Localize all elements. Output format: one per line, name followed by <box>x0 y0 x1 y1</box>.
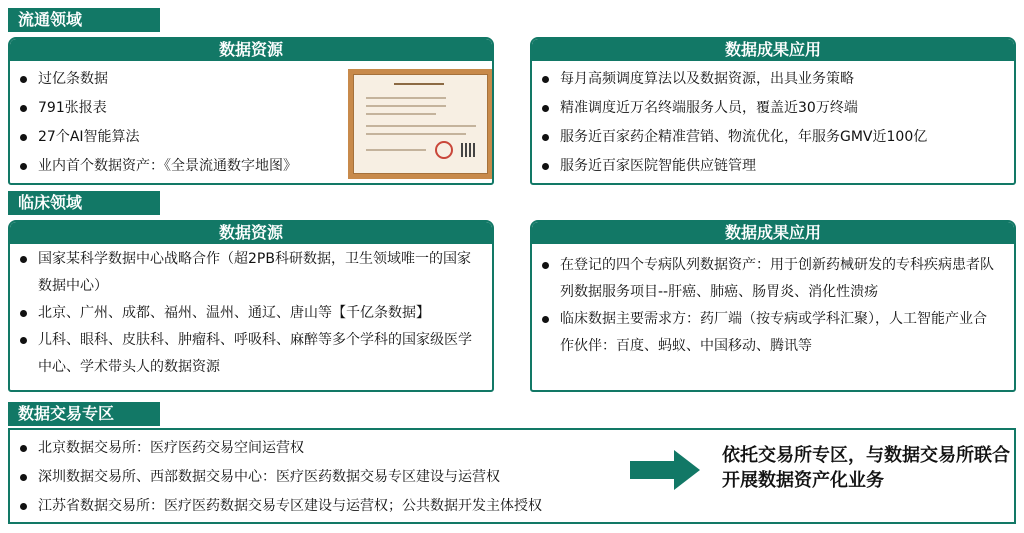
list-item: 服务近百家医院智能供应链管理 <box>532 152 1014 181</box>
list-item: 过亿条数据 <box>10 65 492 94</box>
list-item: 服务近百家药企精准营销、物流优化，年服务GMV近100亿 <box>532 123 1014 152</box>
card-title: 数据资源 <box>10 222 492 244</box>
section-tag-clinical: 临床领域 <box>8 191 160 215</box>
list-item: 国家某科学数据中心战略合作（超2PB科研数据，卫生领域唯一的国家数据中心） <box>10 246 480 300</box>
card-title: 数据成果应用 <box>532 222 1014 244</box>
data-asset-certificate-image <box>348 69 493 179</box>
list-item: 北京、广州、成都、福州、温州、通辽、唐山等【千亿条数据】 <box>10 300 480 327</box>
list-item: 临床数据主要需求方：药厂端（按专病或学科汇聚），人工智能产业合作伙伴：百度、蚂蚁、中国移动、腾讯等 <box>532 306 1000 360</box>
clinical-applications-list <box>532 244 1014 360</box>
list-item: 精准调度近万名终端服务人员，覆盖近30万终端 <box>532 94 1014 123</box>
clinical-resources-card <box>8 220 494 392</box>
list-item: 儿科、眼科、皮肤科、肿瘤科、呼吸科、麻醉等多个学科的国家级医学中心、学术带头人的数据资源 <box>10 327 480 381</box>
exchange-conclusion: 依托交易所专区，与数据交易所联合开展数据资产化业务 <box>722 445 1010 491</box>
seal-icon <box>435 141 453 159</box>
card-title: 数据资源 <box>10 39 492 61</box>
circulation-applications-card <box>530 37 1016 185</box>
list-item: 27个AI智能算法 <box>10 123 492 152</box>
card-title: 数据成果应用 <box>532 39 1014 61</box>
list-item: 深圳数据交易所、西部数据交易中心：医疗医药数据交易专区建设与运营权 <box>10 463 1014 492</box>
section-tag-circulation: 流通领域 <box>8 8 160 32</box>
list-item: 江苏省数据交易所：医疗医药数据交易专区建设与运营权；公共数据开发主体授权 <box>10 492 1014 521</box>
list-item: 北京数据交易所：医疗医药交易空间运营权 <box>10 434 1014 463</box>
circulation-applications-list <box>532 61 1014 181</box>
list-item: 业内首个数据资产：《全景流通数字地图》 <box>10 152 492 181</box>
clinical-applications-card <box>530 220 1016 392</box>
qr-code-icon <box>461 143 475 157</box>
list-item: 791张报表 <box>10 94 492 123</box>
section-tag-exchange: 数据交易专区 <box>8 402 160 426</box>
circulation-resources-card <box>8 37 494 185</box>
clinical-resources-list <box>10 244 492 381</box>
list-item: 每月高频调度算法以及数据资源，出具业务策略 <box>532 65 1014 94</box>
right-arrow-icon <box>630 450 700 490</box>
list-item: 在登记的四个专病队列数据资产：用于创新药械研发的专科疾病患者队列数据服务项目--肝癌、肺癌、肠胃炎、消化性溃疡 <box>532 252 1000 306</box>
